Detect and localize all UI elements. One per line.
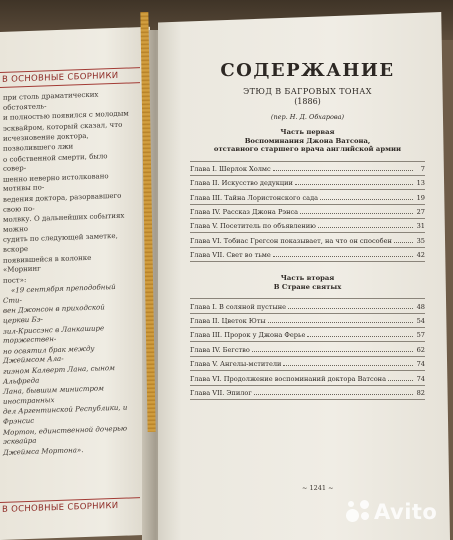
chapter-page: 27 <box>416 208 425 217</box>
avito-watermark <box>346 500 437 524</box>
dot-leader <box>254 394 413 395</box>
chapter-page: 82 <box>416 388 425 397</box>
left-body-line: судить по следующей заметке, вскоре <box>3 232 118 254</box>
dot-leader <box>388 380 413 381</box>
dot-leader <box>273 170 413 171</box>
chapter-name: Глава II. Искусство дедукции <box>190 179 293 188</box>
part-subtitle: В Стране святых <box>273 282 342 291</box>
chapter-name: Глава I. Шерлок Холмс <box>190 164 271 173</box>
left-body-line: эсквайром, который сказал, что <box>3 120 123 133</box>
work-title: ЭТЮД В БАГРОВЫХ ТОНАХ <box>243 87 372 96</box>
left-page-body <box>3 89 131 459</box>
chapter-row <box>190 386 425 400</box>
left-body-line: Мортон, единственной дочерью эсквайра <box>3 424 128 447</box>
chapter-page: 35 <box>416 236 425 245</box>
chapter-row <box>190 314 425 328</box>
chapter-row <box>190 342 425 356</box>
part-subtitle: отставного старшего врача английской армии <box>213 145 402 153</box>
chapter-page: 7 <box>420 164 425 173</box>
dot-leader <box>318 227 413 228</box>
left-body-line: вен Джонсон в приходской церкви Бэ- <box>3 303 105 325</box>
left-body-line: ведения доктора, разорвавшего свою по- <box>3 191 122 214</box>
chapter-name: Глава V. Ангелы-мстители <box>190 360 282 369</box>
chapter-name: Глава I. В соляной пустыне <box>190 302 286 311</box>
chapter-row <box>190 190 425 204</box>
chapter-page: 57 <box>416 331 425 340</box>
left-body-line: и полностью появился с молодым <box>3 109 129 123</box>
chapter-page: 19 <box>416 193 425 202</box>
dot-leader <box>295 184 413 185</box>
left-body-line: о собственной смерти, было совер- <box>3 151 108 174</box>
dot-leader <box>283 365 413 366</box>
left-body-line: дел Аргентинской Республики, и Фрэнсис <box>3 403 128 426</box>
toc-parts <box>190 128 425 400</box>
left-body-line: но освятил брак между Джеймсом Ала- <box>3 344 95 366</box>
chapter-page: 42 <box>416 251 425 260</box>
chapter-name: Глава III. Пророк у Джона Ферье <box>190 331 306 340</box>
dot-leader <box>252 351 413 352</box>
part-subtitle: Воспоминания Джона Ватсона, <box>244 136 371 145</box>
chapter-name: Глава II. Цветок Юты <box>190 317 266 326</box>
chapter-row <box>190 176 425 190</box>
chapter-name: Глава VI. Тобиас Грегсон показывает, на что он способен <box>190 236 392 245</box>
work-year: (1886) <box>294 97 321 106</box>
left-page-footer: В ОСНОВНЫЕ СБОРНИКИ <box>0 497 140 518</box>
chapter-list <box>190 298 425 400</box>
part-label: Часть первая <box>280 128 335 136</box>
chapter-name: Глава IV. Рассказ Джона Рэнса <box>190 208 299 217</box>
toc-title: СОДЕРЖАНИЕ <box>220 60 395 81</box>
chapter-name: Глава IV. Бегство <box>190 345 250 354</box>
dot-leader <box>320 199 413 200</box>
chapter-page: 74 <box>416 360 425 369</box>
left-body-line: появившейся в колонке «Морнинг <box>3 253 92 274</box>
chapter-row <box>190 248 425 262</box>
left-body-line: «19 сентября преподобный Сти- <box>3 283 116 305</box>
chapter-name: Глава V. Посетитель по объявлению <box>190 222 316 231</box>
part-label: Часть вторая <box>280 274 335 283</box>
chapter-page: 48 <box>416 302 425 311</box>
chapter-list <box>190 161 425 263</box>
left-body-line: шенно неверно истолковано мотивы по- <box>3 171 109 194</box>
avito-logo-icon <box>346 500 370 524</box>
toc-part <box>190 274 425 400</box>
chapter-row <box>190 371 425 385</box>
translator-credit: (пер. Н. Д. Обхарова) <box>270 113 345 121</box>
chapter-page: 54 <box>416 317 425 326</box>
chapter-page: 31 <box>416 222 425 231</box>
dot-leader <box>394 242 413 243</box>
chapter-row <box>190 219 425 233</box>
chapter-row <box>190 328 425 342</box>
chapter-page: 13 <box>416 179 425 188</box>
toc-part <box>190 128 425 262</box>
left-body-line: Лана, бывшим министром иностранных <box>3 384 104 406</box>
left-body-line: зил-Криссэнс в Ланкашире торжествен- <box>3 324 105 346</box>
left-page <box>0 27 150 540</box>
table-of-contents <box>190 58 425 400</box>
left-page-header: В ОСНОВНЫЕ СБОРНИКИ <box>0 67 140 88</box>
dot-leader <box>300 213 413 214</box>
chapter-page: 74 <box>416 374 425 383</box>
chapter-name: Глава VII. Свет во тьме <box>190 251 271 260</box>
chapter-row <box>190 299 425 313</box>
left-body-line: при столь драматических обстоятель- <box>3 90 99 112</box>
chapter-row <box>190 205 425 219</box>
dot-leader <box>273 256 413 257</box>
left-body-line: молвку. О дальнейших событиях можно <box>3 211 125 234</box>
left-body-line: исчезновение доктора, позволившего лжи <box>3 132 89 153</box>
left-body-line: гиэном Калверт Лана, сыном Альфреда <box>3 364 115 386</box>
left-body-line: Джеймса Мортона». <box>3 445 84 457</box>
dot-leader <box>307 336 413 337</box>
page-number: ~ 1241 ~ <box>302 484 334 492</box>
chapter-name: Глава III. Тайна Лористонского сада <box>190 193 319 202</box>
left-body-line: пост»: <box>3 275 27 285</box>
chapter-name: Глава VII. Эпилог <box>190 388 252 397</box>
dot-leader <box>288 308 413 309</box>
avito-wordmark: Avito <box>374 500 438 524</box>
chapter-name: Глава VI. Продолжение воспоминаний доктора Ватсона <box>190 374 386 383</box>
dot-leader <box>268 322 413 323</box>
chapter-row <box>190 162 425 176</box>
chapter-row <box>190 357 425 371</box>
chapter-page: 62 <box>416 345 425 354</box>
chapter-row <box>190 233 425 247</box>
